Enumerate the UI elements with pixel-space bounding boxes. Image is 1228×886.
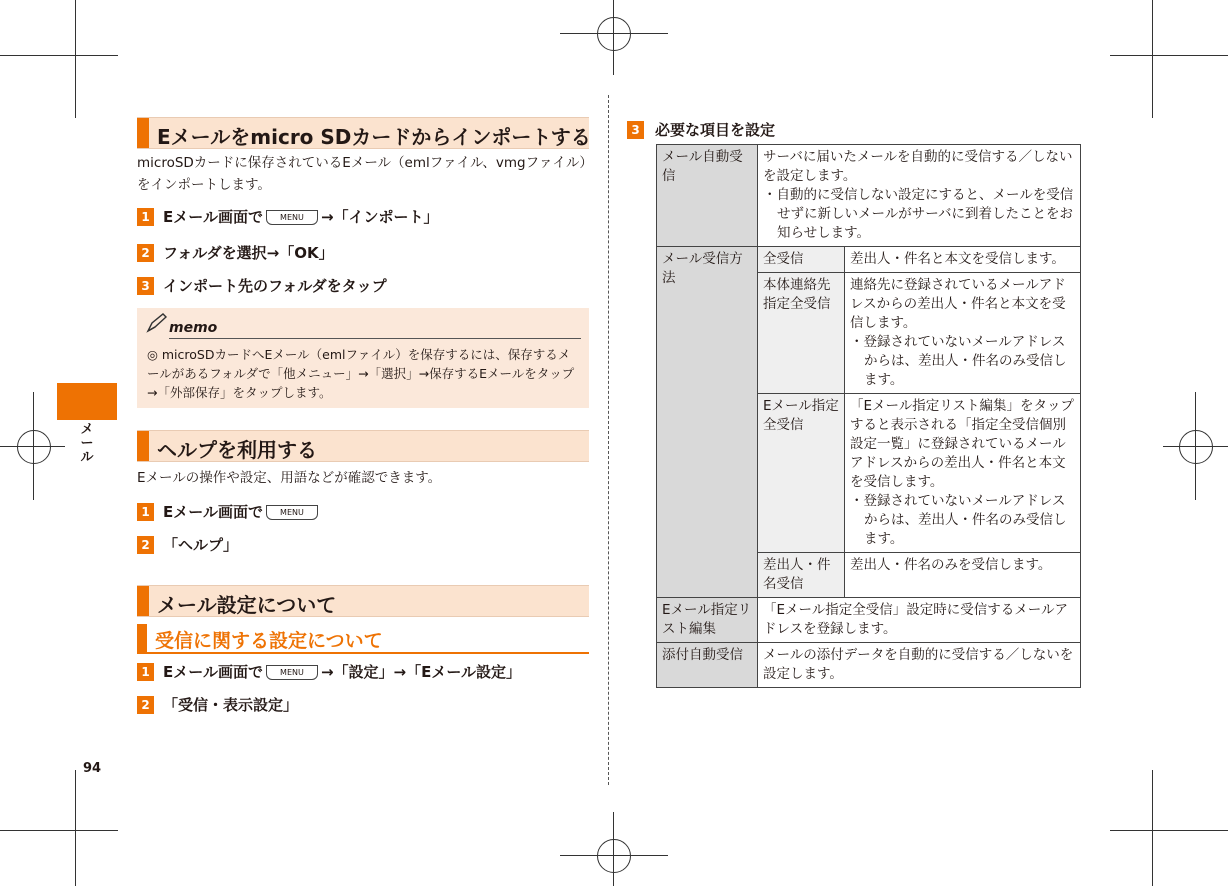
section-header-bar — [137, 586, 149, 616]
step-number: 3 — [627, 121, 644, 139]
settings-table — [656, 144, 1081, 688]
option-name: 全受信 — [758, 247, 845, 273]
bullet-text: 登録されていないメールアドレスからは、差出人・件名のみ受信します。 — [863, 334, 1067, 388]
table-desc-list-edit: 「Eメール指定全受信」設定時に受信するメールアドレスを登録します。 — [758, 598, 1081, 643]
step-text-before: Eメール画面で — [163, 208, 263, 226]
option-desc-cell — [845, 394, 1081, 553]
step-text — [163, 206, 439, 227]
section-header-mail-settings — [137, 585, 589, 617]
table-desc-auto-receive — [758, 145, 1081, 247]
step-text: 必要な項目を設定 — [655, 121, 776, 139]
step-text: 「受信・表示設定」 — [163, 696, 299, 714]
table-label-auto-receive: メール自動受信 — [657, 145, 758, 247]
step-text-after: →「インポート」 — [320, 208, 439, 226]
section-title-import: Eメールをmicro SDカードからインポートする — [157, 125, 591, 149]
section-header-bar — [137, 431, 149, 461]
step-text-before: Eメール画面で — [163, 663, 263, 681]
pencil-icon — [146, 313, 168, 333]
bullet-text: 登録されていないメールアドレスからは、差出人・件名のみ受信します。 — [863, 493, 1067, 547]
step-number: 1 — [137, 503, 154, 521]
section-header-import — [137, 117, 589, 149]
section-title-help: ヘルプを利用する — [157, 438, 317, 462]
section-intro-import: microSDカードに保存されているEメール（emlファイル、vmgファイル）をインポートします。 — [137, 155, 587, 193]
bullet-item: ・自動的に受信しない設定にすると、メールを受信せずに新しいメールがサーバに到着したことをお知らせします。 — [763, 187, 1074, 241]
table-row — [657, 598, 1081, 643]
step-text-after: →「設定」→「Eメール設定」 — [320, 663, 522, 681]
option-desc-cell — [845, 273, 1081, 394]
option-desc: 連絡先に登録されているメールアドレスからの差出人・件名と本文を受信します。 — [850, 277, 1066, 331]
step-text — [163, 661, 521, 682]
bullet-item: ・登録されていないメールアドレスからは、差出人・件名のみ受信します。 — [850, 334, 1067, 388]
step-number: 1 — [137, 208, 154, 226]
table-desc-attachment: メールの添付データを自動的に受信する／しないを設定します。 — [758, 643, 1081, 688]
bullet-item: ・登録されていないメールアドレスからは、差出人・件名のみ受信します。 — [850, 493, 1067, 547]
table-label-attachment: 添付自動受信 — [657, 643, 758, 688]
page-number: 94 — [83, 761, 102, 776]
table-label-receive-method: メール受信方法 — [657, 247, 758, 598]
option-name: 本体連絡先指定全受信 — [758, 273, 845, 394]
table-label-list-edit: Eメール指定リスト編集 — [657, 598, 758, 643]
step-number: 2 — [137, 244, 154, 262]
subsection-title-receive: 受信に関する設定について — [155, 630, 383, 652]
step-number: 2 — [137, 536, 154, 554]
step-text: 「ヘルプ」 — [163, 536, 239, 554]
subsection-header-receive — [137, 624, 589, 654]
step-number: 1 — [137, 663, 154, 681]
subsection-header-bar — [137, 624, 147, 652]
menu-key-icon: MENU — [266, 210, 318, 225]
desc-text: サーバに届いたメールを自動的に受信する／しないを設定します。 — [763, 149, 1073, 184]
option-desc: 差出人・件名と本文を受信します。 — [845, 247, 1081, 273]
table-row — [657, 145, 1081, 247]
menu-key-icon: MENU — [266, 505, 318, 520]
option-desc: 差出人・件名のみを受信します。 — [845, 553, 1081, 598]
memo-box — [137, 308, 589, 408]
table-row — [657, 247, 1081, 273]
side-tab — [57, 383, 117, 420]
page-divider — [608, 95, 609, 785]
bullet-text: 自動的に受信しない設定にすると、メールを受信せずに新しいメールがサーバに到着したことをお知らせします。 — [776, 187, 1074, 241]
memo-title: memo — [169, 320, 218, 336]
step-text — [163, 501, 321, 522]
memo-text: ◎ microSDカードへEメール（emlファイル）を保存するには、保存するメールがあるフォルダで「他メニュー」→「選択」→保存するEメールをタップ→「外部保存」をタップします。 — [147, 347, 575, 400]
step-number: 3 — [137, 277, 154, 295]
option-desc: 「Eメール指定リスト編集」をタップすると表示される「指定全受信個別設定一覧」に登録されているメールアドレスからの差出人・件名と本文を受信します。 — [850, 398, 1074, 490]
table-row — [657, 643, 1081, 688]
step-text-before: Eメール画面で — [163, 503, 263, 521]
option-name: 差出人・件名受信 — [758, 553, 845, 598]
section-header-help — [137, 430, 589, 462]
step-text: フォルダを選択→「OK」 — [163, 244, 334, 262]
section-header-bar — [137, 118, 149, 148]
side-tab-label: メール — [80, 422, 94, 465]
step-number: 2 — [137, 696, 154, 714]
menu-key-icon: MENU — [266, 665, 318, 680]
memo-underline — [169, 338, 581, 339]
step-text: インポート先のフォルダをタップ — [163, 277, 387, 295]
option-name: Eメール指定全受信 — [758, 394, 845, 553]
section-title-mail-settings: メール設定について — [157, 593, 337, 617]
section-intro-help: Eメールの操作や設定、用語などが確認できます。 — [137, 470, 442, 486]
